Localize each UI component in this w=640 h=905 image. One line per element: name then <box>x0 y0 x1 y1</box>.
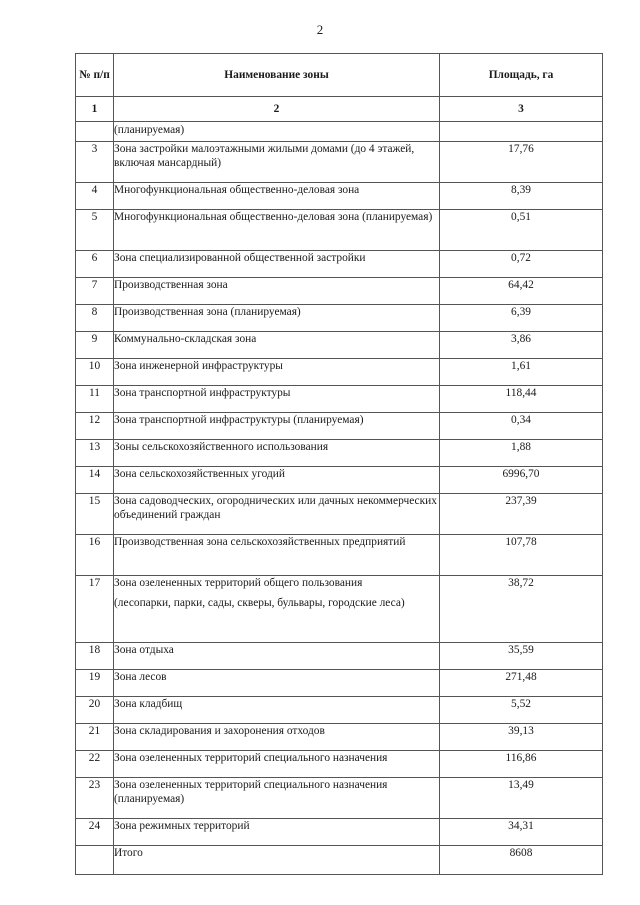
row-num: 19 <box>76 670 114 697</box>
zone-name: Зона транспортной инфраструктуры <box>114 386 440 413</box>
table-row <box>76 210 603 251</box>
zone-name: Зоны сельскохозяйственного использования <box>114 440 440 467</box>
total-area: 8608 <box>440 846 603 875</box>
zone-area: 116,86 <box>440 751 603 778</box>
row-num: 24 <box>76 819 114 846</box>
table-row <box>76 386 603 413</box>
row-num: 5 <box>76 210 114 251</box>
total-row <box>76 846 603 875</box>
page-number: 2 <box>316 22 324 37</box>
zone-area: 237,39 <box>440 494 603 535</box>
zone-area: 1,88 <box>440 440 603 467</box>
zone-name: Производственная зона сельскохозяйственных предприятий <box>114 535 440 576</box>
zone-name: Зона специализированной общественной застройки <box>114 251 440 278</box>
zone-area: 6,39 <box>440 305 603 332</box>
table-row <box>76 697 603 724</box>
zone-area: 39,13 <box>440 724 603 751</box>
zone-name: Зона сельскохозяйственных угодий <box>114 467 440 494</box>
table-row <box>76 778 603 819</box>
zone-area: 8,39 <box>440 183 603 210</box>
zone-name: Многофункциональная общественно-деловая зона (планируемая) <box>114 210 440 251</box>
table-row <box>76 278 603 305</box>
zone-name: Зона режимных территорий <box>114 819 440 846</box>
table-row <box>76 643 603 670</box>
header-num: № п/п <box>76 54 114 97</box>
zones-table <box>75 53 603 875</box>
zone-area: 35,59 <box>440 643 603 670</box>
zone-area: 118,44 <box>440 386 603 413</box>
table-row <box>76 494 603 535</box>
row-num: 23 <box>76 778 114 819</box>
table-row <box>76 576 603 643</box>
zone-name: Коммунально-складская зона <box>114 332 440 359</box>
zone-name: Зона кладбищ <box>114 697 440 724</box>
zone-name: Производственная зона (планируемая) <box>114 305 440 332</box>
zone-name: Зона застройки малоэтажными жилыми домами (до 4 этажей, включая мансардный) <box>114 142 440 183</box>
zone-area: 1,61 <box>440 359 603 386</box>
table-row <box>76 819 603 846</box>
table-row <box>76 413 603 440</box>
table-row <box>76 751 603 778</box>
table-row <box>76 332 603 359</box>
header-area: Площадь, га <box>440 54 603 97</box>
zone-name: Зона лесов <box>114 670 440 697</box>
row-num: 20 <box>76 697 114 724</box>
table-row <box>76 142 603 183</box>
row-num: 22 <box>76 751 114 778</box>
row-num: 14 <box>76 467 114 494</box>
total-label: Итого <box>114 846 440 875</box>
row-num: 10 <box>76 359 114 386</box>
zone-area: 0,51 <box>440 210 603 251</box>
table-row <box>76 305 603 332</box>
row-num: 9 <box>76 332 114 359</box>
row-num: 7 <box>76 278 114 305</box>
zone-name: Зона отдыха <box>114 643 440 670</box>
zone-area: 13,49 <box>440 778 603 819</box>
zone-name: Зона садоводческих, огороднических или дачных некоммерческих объединений граждан <box>114 494 440 535</box>
table-row <box>76 440 603 467</box>
zone-name: Зона транспортной инфраструктуры (планируемая) <box>114 413 440 440</box>
zone-area: 107,78 <box>440 535 603 576</box>
zone-area: 34,31 <box>440 819 603 846</box>
zone-area: 3,86 <box>440 332 603 359</box>
header-name: Наименование зоны <box>114 54 440 97</box>
zone-area: 0,72 <box>440 251 603 278</box>
row-num: 3 <box>76 142 114 183</box>
table-row <box>76 359 603 386</box>
column-numbers-row <box>76 97 603 122</box>
table-row <box>76 724 603 751</box>
column-number: 3 <box>440 97 603 122</box>
table-row <box>76 670 603 697</box>
row-num: 8 <box>76 305 114 332</box>
row-num: 17 <box>76 576 114 643</box>
zone-area: 5,52 <box>440 697 603 724</box>
row-num: 16 <box>76 535 114 576</box>
table-header-row <box>76 54 603 97</box>
zone-area: 17,76 <box>440 142 603 183</box>
column-number: 1 <box>76 97 114 122</box>
row-num: 4 <box>76 183 114 210</box>
row-num: 13 <box>76 440 114 467</box>
row-num: 11 <box>76 386 114 413</box>
row-num: 12 <box>76 413 114 440</box>
zone-name: Зона озелененных территорий специального назначения (планируемая) <box>114 778 440 819</box>
table-row <box>76 183 603 210</box>
row-num: 6 <box>76 251 114 278</box>
zone-name: Производственная зона <box>114 278 440 305</box>
zone-area: 6996,70 <box>440 467 603 494</box>
zone-name: Зона инженерной инфраструктуры <box>114 359 440 386</box>
row-num: 18 <box>76 643 114 670</box>
zone-name: Многофункциональная общественно-деловая зона <box>114 183 440 210</box>
zone-name: Зона озелененных территорий общего пользования <box>114 577 363 589</box>
continuation-row <box>76 122 603 142</box>
zone-name: Зона озелененных территорий специального назначения <box>114 751 440 778</box>
zone-area: 64,42 <box>440 278 603 305</box>
zone-area: 38,72 <box>440 576 603 643</box>
table-row <box>76 467 603 494</box>
row-num: 15 <box>76 494 114 535</box>
zone-area: 0,34 <box>440 413 603 440</box>
table-row <box>76 535 603 576</box>
table-row <box>76 251 603 278</box>
zone-name-detail: (лесопарки, парки, сады, скверы, бульвары, городские леса) <box>114 597 405 609</box>
zone-area: 271,48 <box>440 670 603 697</box>
column-number: 2 <box>114 97 440 122</box>
zone-name: Зона складирования и захоронения отходов <box>114 724 440 751</box>
row-num: 21 <box>76 724 114 751</box>
continuation-text: (планируемая) <box>114 122 440 142</box>
